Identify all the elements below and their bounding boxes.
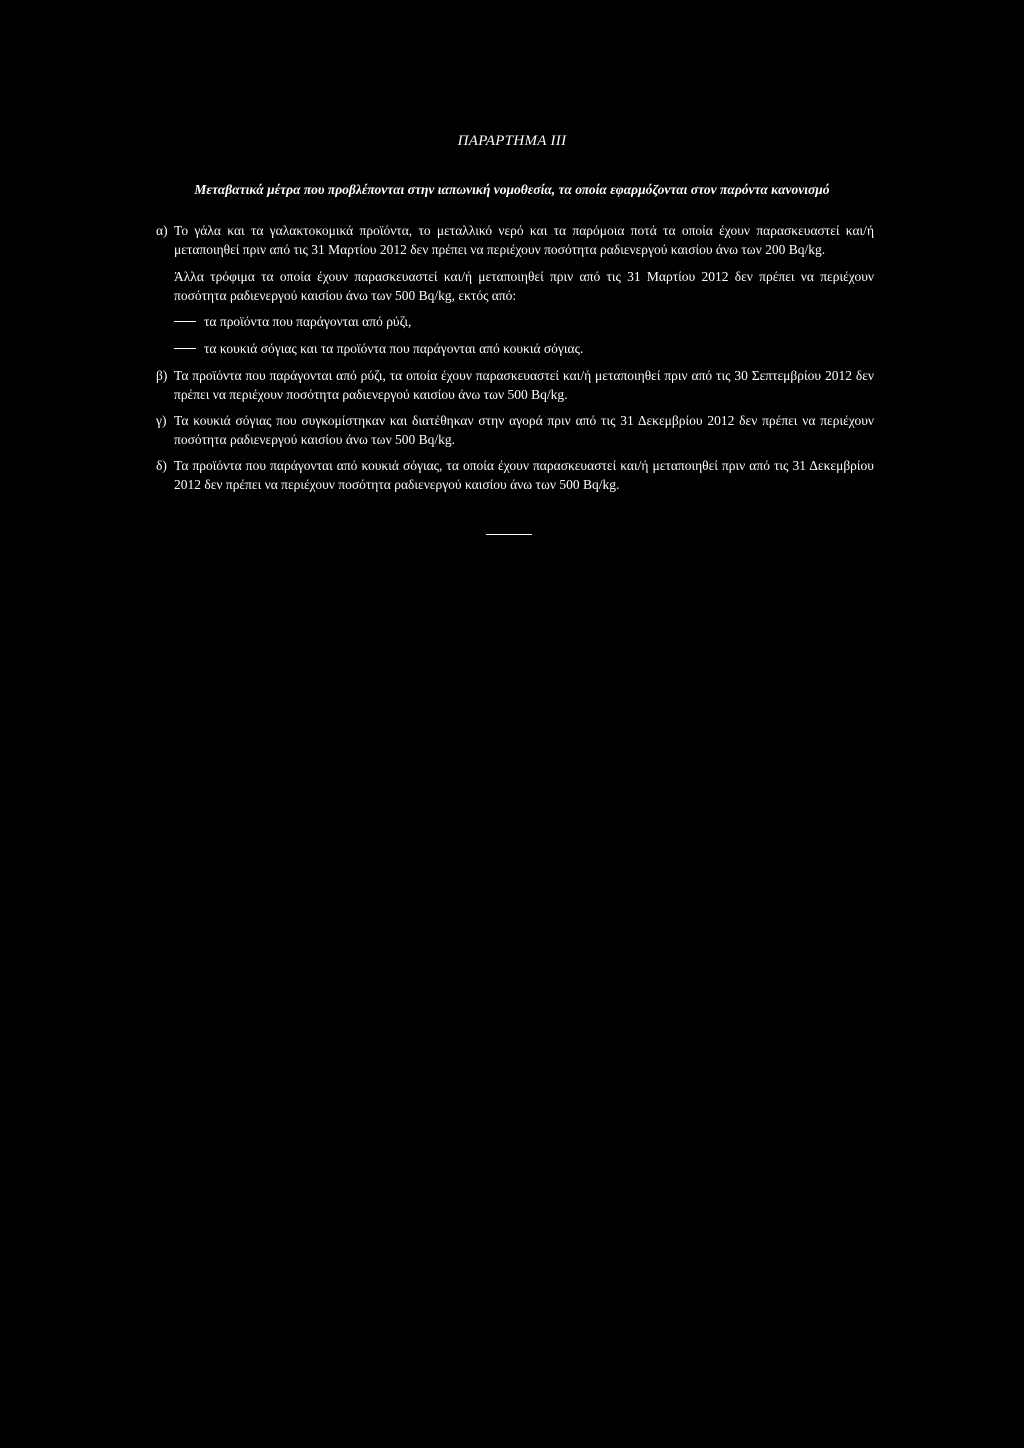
item-a-text: Το γάλα και τα γαλακτοκομικά προϊόντα, το μεταλλικό νερό και τα παρόμοια ποτά τα οποία έχουν παρασκευαστεί και/ή μεταποιηθεί πριν από τις 31 Μαρτίου 2012 δεν πρέπει να περιέχουν ποσότητα ραδιενεργού καισίου άνω των 200 Bq/kg. <box>174 223 874 257</box>
item-a-marker: α) <box>156 223 168 238</box>
item-c-marker: γ) <box>156 413 167 428</box>
item-b-text: Τα προϊόντα που παράγονται από ρύζι, τα οποία έχουν παρασκευαστεί και/ή μεταποιηθεί πριν από τις 30 Σεπτεμβρίου 2012 δεν πρέπει να περιέχουν ποσότητα ραδιενεργού καισίου άνω των 500 Bq/kg. <box>174 368 874 402</box>
document-heading: Μεταβατικά μέτρα που προβλέπονται στην ιαπωνική νομοθεσία, τα οποία εφαρμόζονται στον παρόντα κανονισμό <box>194 182 830 197</box>
item-c-text: Τα κουκιά σόγιας που συγκομίστηκαν και διατέθηκαν στην αγορά πριν από τις 31 Δεκεμβρίου 2012 δεν πρέπει να περιέχουν ποσότητα ραδιενεργού καισίου άνω των 500 Bq/kg. <box>174 413 874 447</box>
exception-rice-text: τα προϊόντα που παράγονται από ρύζι, <box>204 314 412 329</box>
item-b <box>150 367 874 404</box>
exception-soybeans <box>174 340 874 359</box>
item-d-marker: δ) <box>156 458 167 473</box>
exception-soybeans-text: τα κουκιά σόγιας και τα προϊόντα που παράγονται από κουκιά σόγιας. <box>204 341 584 356</box>
dash-mark <box>174 321 196 322</box>
item-a-other-foods: Άλλα τρόφιμα τα οποία έχουν παρασκευαστεί και/ή μεταποιηθεί πριν από τις 31 Μαρτίου 2012 δεν πρέπει να περιέχουν ποσότητα ραδιενεργού καισίου άνω των 500 Bq/kg, εκτός από: <box>174 269 874 303</box>
end-rule <box>486 534 532 535</box>
annex-title: ΠΑΡΑΡΤΗΜΑ III <box>457 133 567 149</box>
item-b-marker: β) <box>156 368 168 383</box>
item-c <box>150 412 874 449</box>
item-d <box>150 457 874 494</box>
item-d-text: Τα προϊόντα που παράγονται από κουκιά σόγιας, τα οποία έχουν παρασκευαστεί και/ή μεταποιηθεί πριν από τις 31 Δεκεμβρίου 2012 δεν πρέπει να περιέχουν ποσότητα ραδιενεργού καισίου άνω των 500 Bq/kg. <box>174 458 874 492</box>
dash-mark <box>174 348 196 349</box>
exception-rice <box>174 313 874 332</box>
item-a <box>150 222 874 259</box>
